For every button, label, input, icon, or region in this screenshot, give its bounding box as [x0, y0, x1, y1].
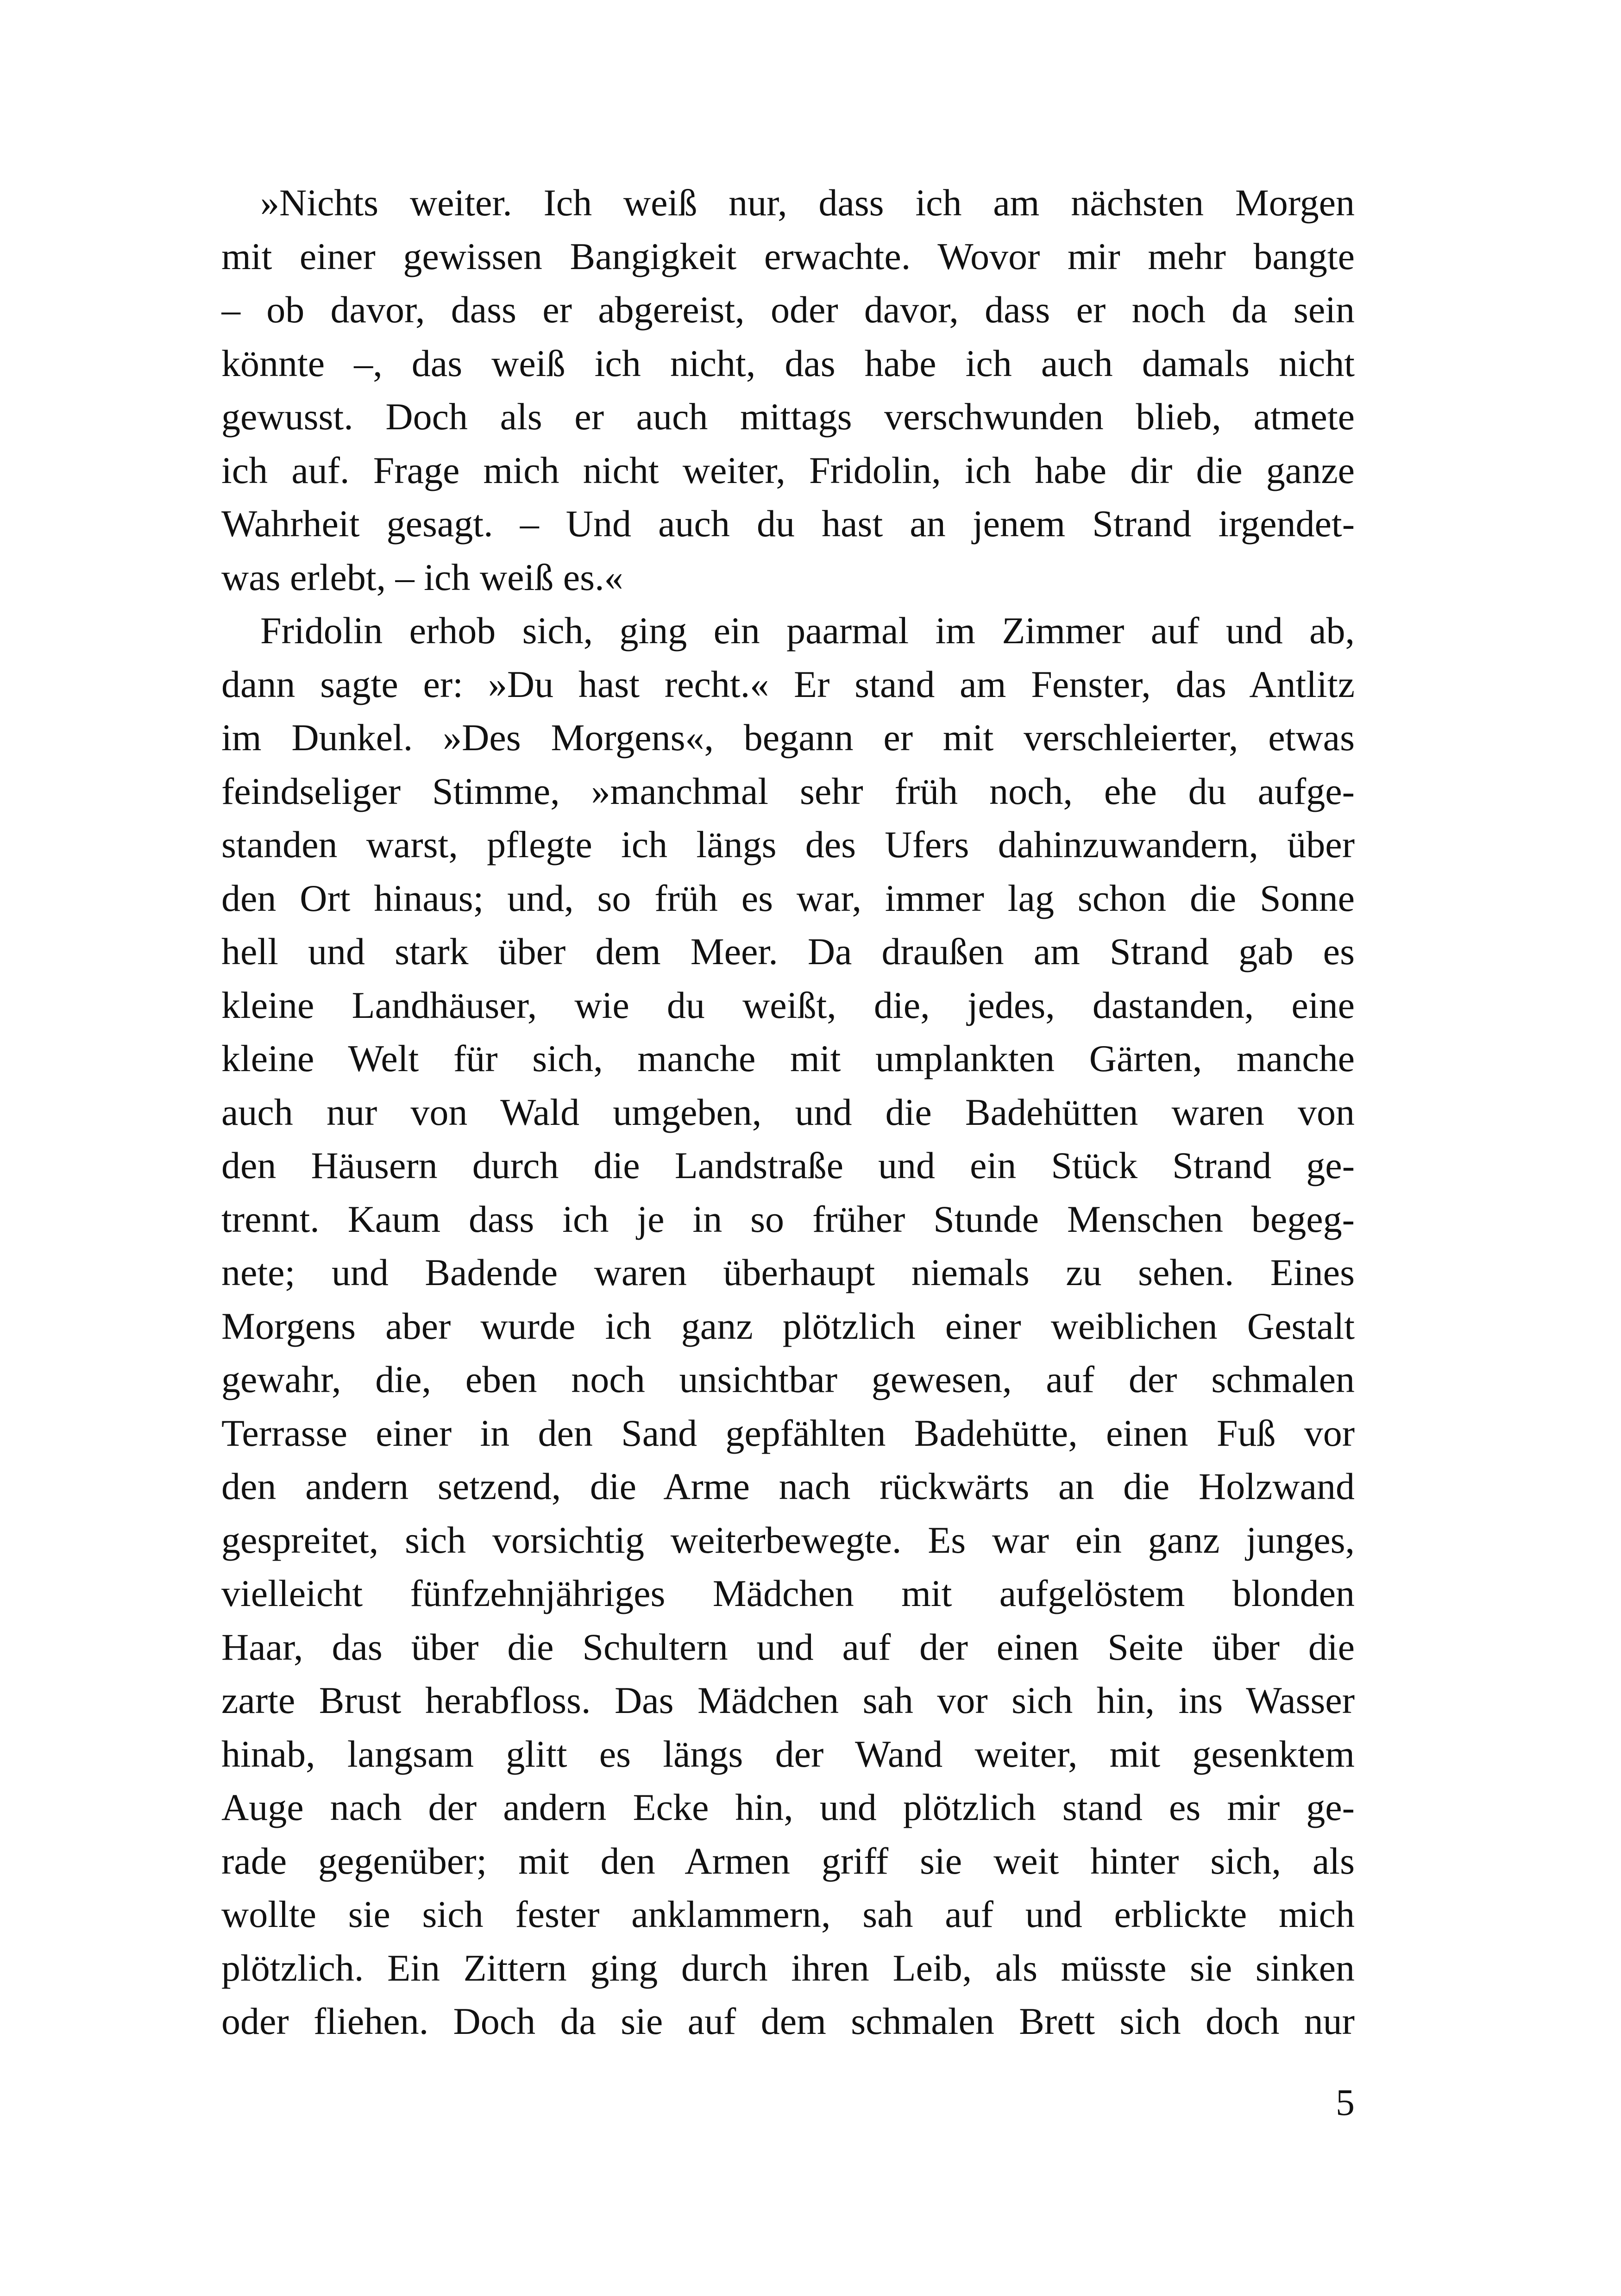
- page-number: 5: [1336, 2081, 1355, 2123]
- text-line: feindseliger Stimme, »manchmal sehr früh noch, ehe du aufge-: [221, 770, 1355, 812]
- text-line: Auge nach der andern Ecke hin, und plötzlich stand es mir ge-: [221, 1786, 1355, 1828]
- text-line: auch nur von Wald umgeben, und die Badehütten waren von: [221, 1091, 1355, 1133]
- text-line: kleine Landhäuser, wie du weißt, die, jedes, dastanden, eine: [221, 984, 1355, 1026]
- text-line: vielleicht fünfzehnjähriges Mädchen mit aufgelöstem blonden: [221, 1572, 1355, 1614]
- text-line: – ob davor, dass er abgereist, oder davor, dass er noch da sein: [221, 289, 1355, 331]
- text-line: was erlebt, – ich weiß es.«: [221, 556, 623, 598]
- text-line: gespreitet, sich vorsichtig weiterbewegte. Es war ein ganz junges,: [221, 1518, 1355, 1561]
- text-line: Terrasse einer in den Sand gepfählten Badehütte, einen Fuß vor: [221, 1411, 1355, 1454]
- text-line: plötzlich. Ein Zittern ging durch ihren Leib, als müsste sie sinken: [221, 1946, 1355, 1989]
- text-line: zarte Brust herabfloss. Das Mädchen sah vor sich hin, ins Wasser: [221, 1679, 1355, 1721]
- text-line: kleine Welt für sich, manche mit umplankten Gärten, manche: [221, 1037, 1355, 1079]
- text-line: den andern setzend, die Arme nach rückwärts an die Holzwand: [221, 1465, 1355, 1507]
- text-line: könnte –, das weiß ich nicht, das habe ich auch damals nicht: [221, 342, 1355, 384]
- text-line: Morgens aber wurde ich ganz plötzlich einer weiblichen Gestalt: [221, 1305, 1355, 1347]
- text-line: im Dunkel. »Des Morgens«, begann er mit verschleierter, etwas: [221, 716, 1355, 759]
- text-line: den Ort hinaus; und, so früh es war, immer lag schon die Sonne: [221, 877, 1355, 919]
- text-line: mit einer gewissen Bangigkeit erwachte. Wovor mir mehr bangte: [221, 235, 1355, 277]
- text-line: gewahr, die, eben noch unsichtbar gewesen, auf der schmalen: [221, 1358, 1355, 1400]
- text-line: »Nichts weiter. Ich weiß nur, dass ich am nächsten Morgen: [260, 182, 1355, 224]
- text-line: standen warst, pflegte ich längs des Ufers dahinzuwandern, über: [221, 823, 1355, 866]
- text-line: Fridolin erhob sich, ging ein paarmal im Zimmer auf und ab,: [260, 609, 1355, 652]
- text-line: ich auf. Frage mich nicht weiter, Fridolin, ich habe dir die ganze: [221, 449, 1355, 491]
- text-line: gewusst. Doch als er auch mittags verschwunden blieb, atmete: [221, 395, 1355, 438]
- text-line: trennt. Kaum dass ich je in so früher Stunde Menschen begeg-: [221, 1198, 1355, 1240]
- paragraph: [221, 176, 1355, 604]
- text-line: hinab, langsam glitt es längs der Wand weiter, mit gesenktem: [221, 1732, 1355, 1775]
- text-line: den Häusern durch die Landstraße und ein Stück Strand ge-: [221, 1144, 1355, 1186]
- text-line: hell und stark über dem Meer. Da draußen am Strand gab es: [221, 930, 1355, 972]
- body-text: [221, 176, 1355, 2048]
- paragraph: [221, 604, 1355, 2048]
- text-line: Haar, das über die Schultern und auf der einen Seite über die: [221, 1625, 1355, 1668]
- text-line: Wahrheit gesagt. – Und auch du hast an jenem Strand irgendet-: [221, 502, 1355, 545]
- text-line: oder fliehen. Doch da sie auf dem schmalen Brett sich doch nur: [221, 2000, 1355, 2042]
- text-line: nete; und Badende waren überhaupt niemals zu sehen. Eines: [221, 1251, 1355, 1293]
- text-line: dann sagte er: »Du hast recht.« Er stand am Fenster, das Antlitz: [221, 663, 1355, 705]
- text-line: wollte sie sich fester anklammern, sah auf und erblickte mich: [221, 1893, 1355, 1935]
- text-line: rade gegenüber; mit den Armen griff sie weit hinter sich, als: [221, 1839, 1355, 1882]
